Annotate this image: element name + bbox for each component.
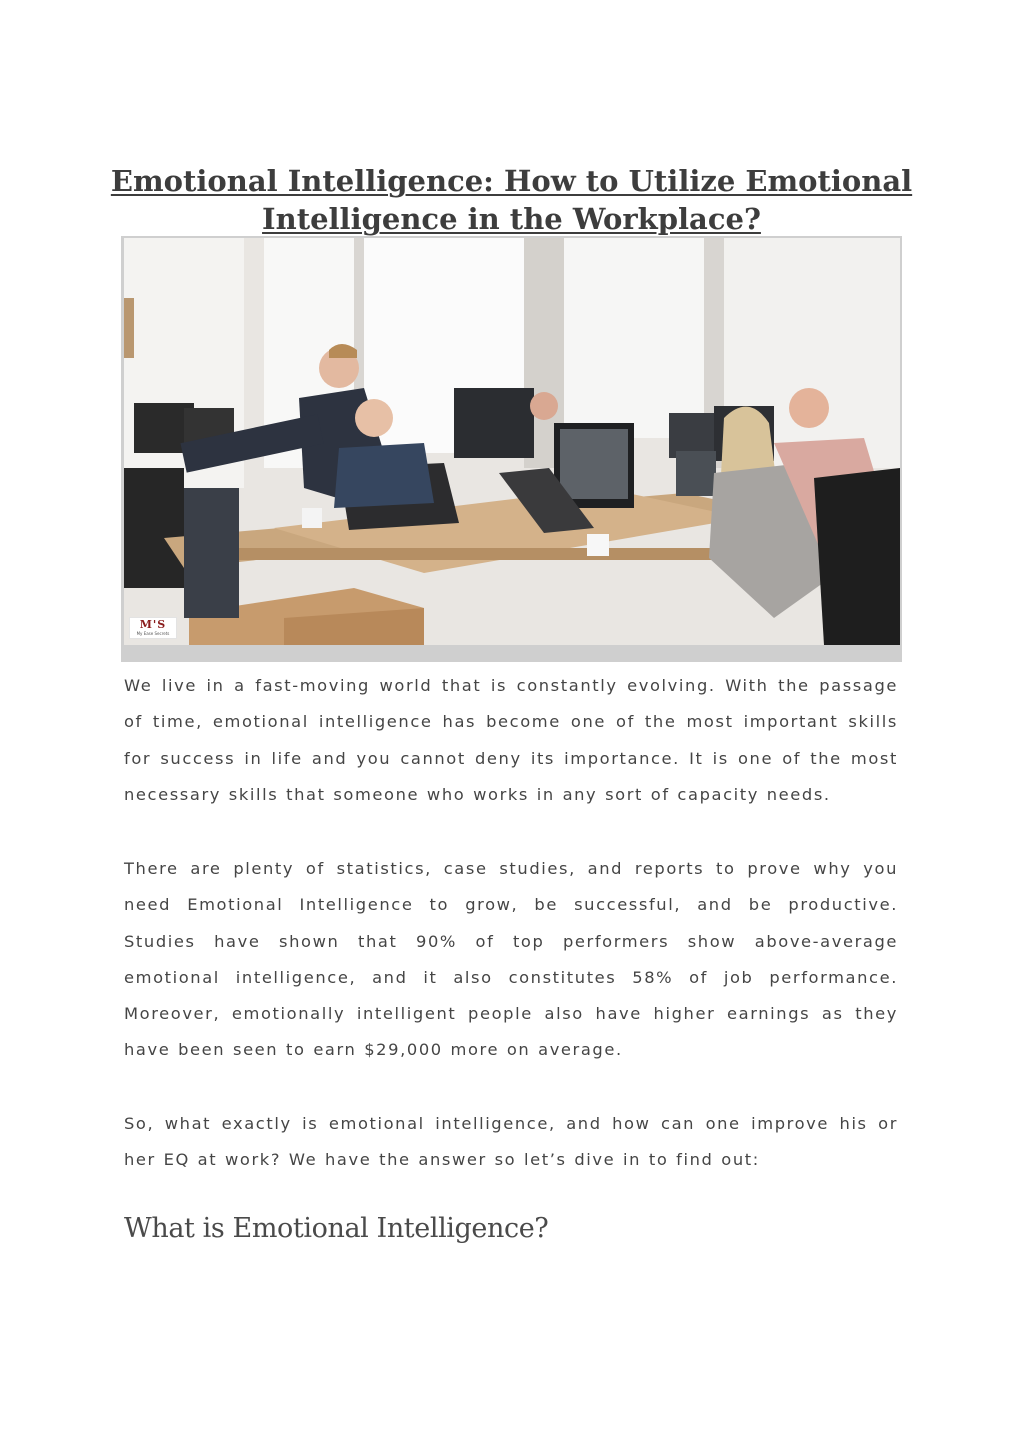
paragraph-question: So, what exactly is emotional intelligence, and how can one improve his or her EQ at work? We have the answer so let’s dive in to find out:: [124, 1114, 898, 1170]
article-title: Emotional Intelligence: How to Utilize Emotional Intelligence in the Workplace?: [110, 164, 913, 237]
logo-subtext: My Ease Secrets: [136, 631, 170, 636]
logo-mark: M'S: [139, 618, 167, 631]
paragraph-statistics: There are plenty of statistics, case studies, and reports to prove why you need Emotional Intelligence to grow, be successful, and be productive. Studies have shown that 90% of top performers show above-average emotional intelligence, and it also constitutes 58% of job performance. Moreover, emotionally intelligent people also have higher earnings as they have been seen to earn $29,000 more on average.: [124, 859, 898, 1060]
section-heading: What is Emotional Intelligence?: [124, 1213, 549, 1244]
brand-logo: [129, 617, 177, 639]
article-figure: [121, 236, 902, 662]
paragraph-intro: We live in a fast-moving world that is constantly evolving. With the passage of time, emotional intelligence has become one of the most important skills for success in life and you cannot deny its importance. It is one of the most necessary skills that someone who works in any sort of capacity needs.: [124, 676, 898, 804]
office-team-photo: [124, 238, 900, 645]
